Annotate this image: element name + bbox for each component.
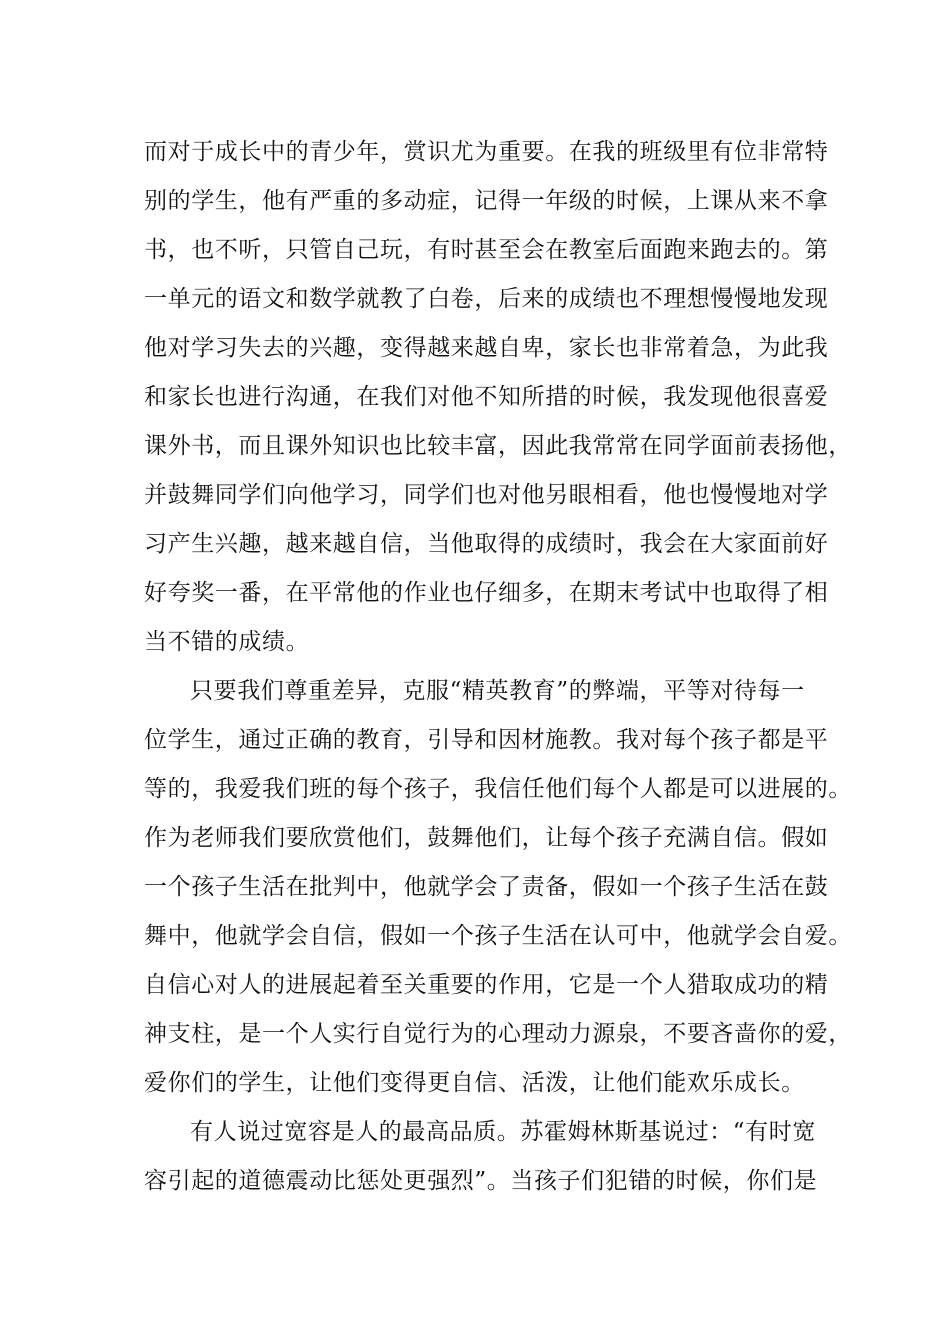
- text-line: 神支柱，是一个人实行自觉行为的心理动力源泉，不要吝啬你的爱，: [144, 1021, 852, 1047]
- text-line: 作为老师我们要欣赏他们，鼓舞他们，让每个孩子充满自信。假如: [144, 825, 829, 851]
- text-line: 并鼓舞同学们向他学习，同学们也对他另眼相看，他也慢慢地对学: [144, 482, 829, 508]
- text-line: 等的，我爱我们班的每个孩子，我信任他们每个人都是可以进展的。: [144, 776, 852, 802]
- text-line: 书，也不听，只管自己玩，有时甚至会在教室后面跑来跑去的。第: [144, 237, 829, 263]
- text-line: 一个孩子生活在批判中，他就学会了责备，假如一个孩子生活在鼓: [144, 874, 829, 900]
- text-line: 爱你们的学生，让他们变得更自信、活泼，让他们能欢乐成长。: [144, 1070, 805, 1096]
- text-line: 当不错的成绩。: [144, 629, 310, 655]
- paragraph-start-line: 只要我们尊重差异，克服“精英教育”的弊端，平等对待每一: [190, 678, 805, 704]
- text-line: 自信心对人的进展起着至关重要的作用，它是一个人猎取成功的精: [144, 972, 829, 998]
- text-line: 舞中，他就学会自信，假如一个孩子生活在认可中，他就学会自爱。: [144, 923, 852, 949]
- text-line: 他对学习失去的兴趣，变得越来越自卑，家长也非常着急，为此我: [144, 335, 829, 361]
- text-line: 容引起的道德震动比惩处更强烈”。当孩子们犯错的时候，你们是: [144, 1168, 818, 1194]
- text-line: 一单元的语文和数学就教了白卷，后来的成绩也不理想慢慢地发现: [144, 286, 829, 312]
- paragraph-start-line: 有人说过宽容是人的最高品质。苏霍姆林斯基说过：“有时宽: [190, 1119, 816, 1145]
- text-line: 习产生兴趣，越来越自信，当他取得的成绩时，我会在大家面前好: [144, 531, 829, 557]
- text-line: 而对于成长中的青少年，赏识尤为重要。在我的班级里有位非常特: [144, 139, 829, 165]
- text-line: 位学生，通过正确的教育，引导和因材施教。我对每个孩子都是平: [144, 727, 829, 753]
- text-line: 别的学生，他有严重的多动症，记得一年级的时候，上课从来不拿: [144, 188, 829, 214]
- text-line: 和家长也进行沟通，在我们对他不知所措的时候，我发现他很喜爱: [144, 384, 829, 410]
- text-line: 课外书，而且课外知识也比较丰富，因此我常常在同学面前表扬他，: [144, 433, 852, 459]
- text-line: 好夸奖一番，在平常他的作业也仔细多，在期末考试中也取得了相: [144, 580, 829, 606]
